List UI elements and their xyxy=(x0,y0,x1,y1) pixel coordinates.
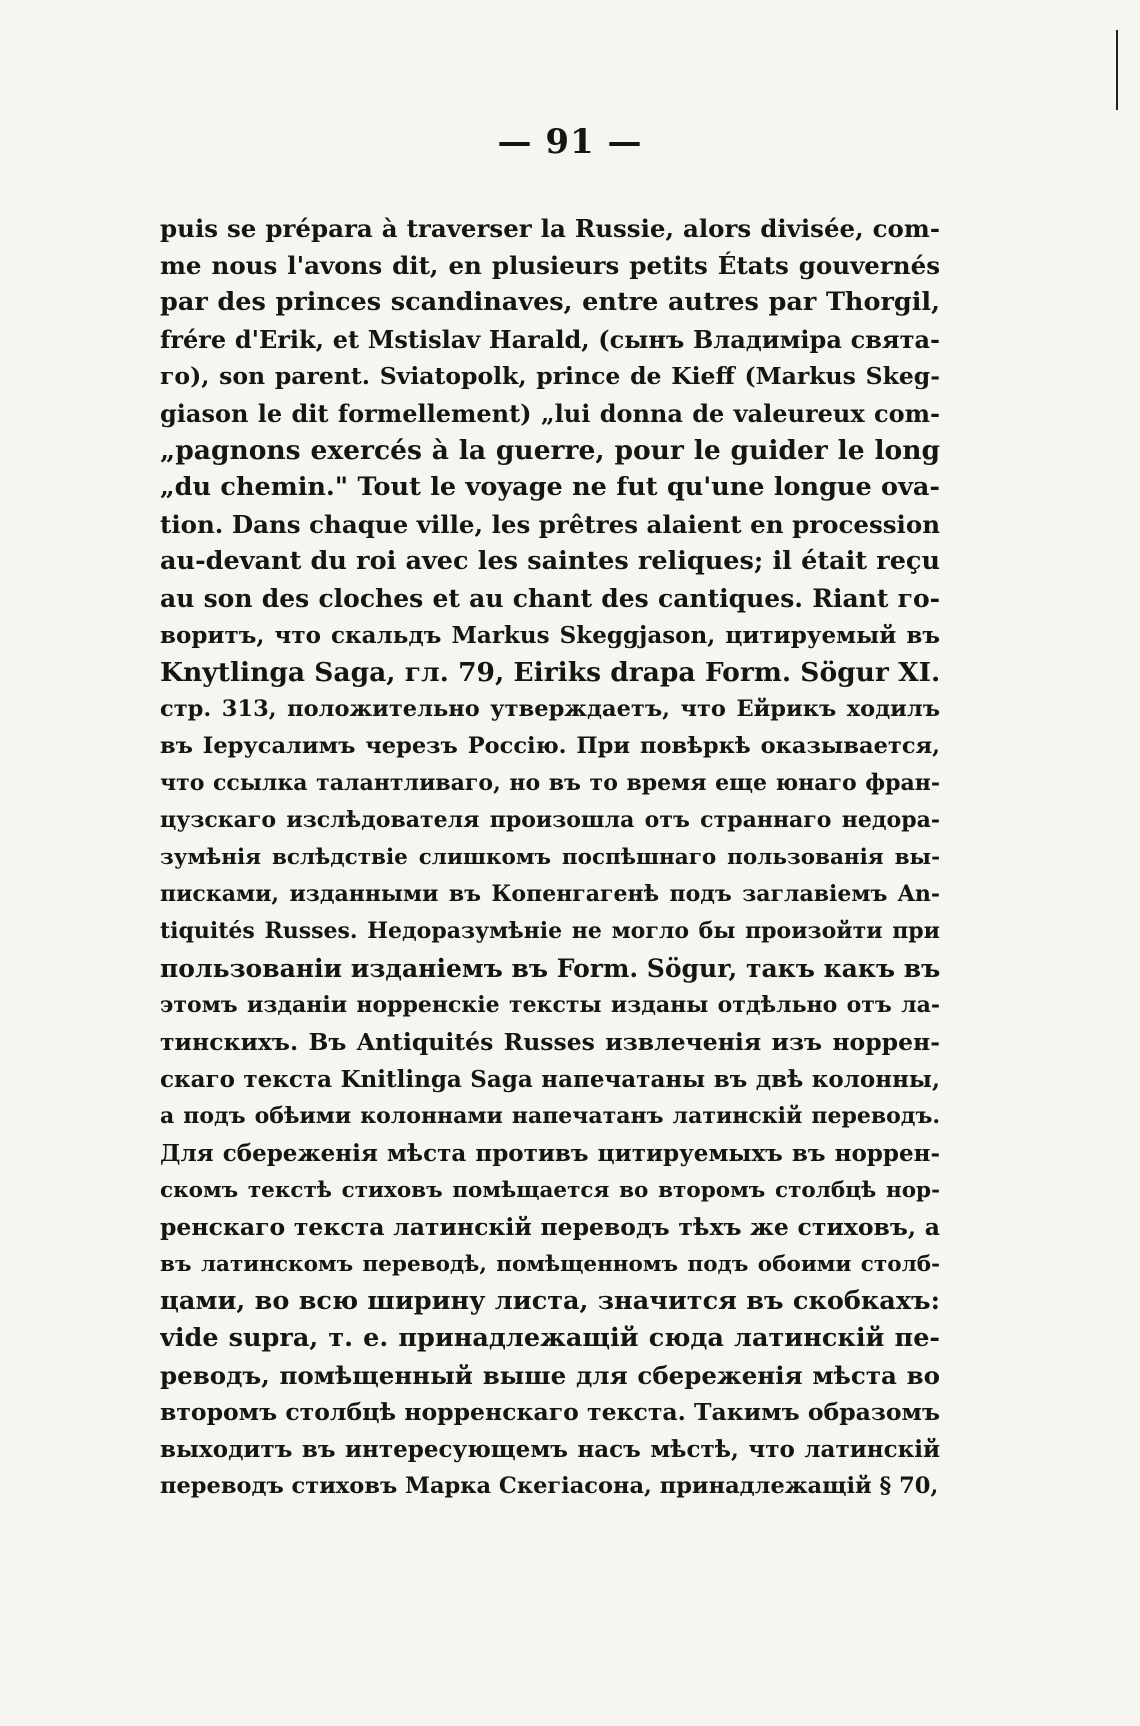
text-line: tion. Dans chaque ville, les prêtres alaient en procession xyxy=(160,510,940,539)
text-line: го), son parent. Sviatopolk, prince de Kieff (Markus Skeg- xyxy=(160,362,940,390)
text-line: „du chemin." Tout le voyage ne fut qu'une longue ova- xyxy=(160,472,940,502)
text-line: „pagnons exercés à la guerre, pour le guider le long xyxy=(160,435,940,466)
text-line: vide supra, т. е. принадлежащій сюда латинскій пе- xyxy=(160,1323,940,1353)
text-line: скаго текста Knitlinga Saga напечатаны въ двѣ колонны, xyxy=(160,1066,940,1093)
body-text xyxy=(160,210,940,1505)
text-line: par des princes scandinaves, entre autres par Thorgil, xyxy=(160,287,940,317)
text-line: ренскаго текста латинскій переводъ тѣхъ же стиховъ, а xyxy=(160,1213,940,1241)
text-line: а подъ обѣими колоннами напечатанъ латинскій переводъ. xyxy=(160,1103,940,1129)
text-line: писками, изданными въ Копенгагенѣ подъ заглавіемъ An- xyxy=(160,881,940,907)
text-line: выходитъ въ интересующемъ насъ мѣстѣ, что латинскій xyxy=(160,1436,940,1463)
page-number: — 91 — xyxy=(497,122,643,162)
text-line: пользованіи изданіемъ въ Form. Sögur, такъ какъ въ xyxy=(160,954,940,983)
text-line: тинскихъ. Въ Antiquités Russes извлеченія изъ норрен- xyxy=(160,1028,940,1056)
text-line: tiquités Russes. Недоразумѣніе не могло бы произойти при xyxy=(160,918,940,944)
text-line: стр. 313, положительно утверждаетъ, что Eйрикъ ходилъ xyxy=(160,696,940,722)
text-line: второмъ столбцѣ норренскаго текста. Такимъ образомъ xyxy=(160,1398,940,1426)
text-line: Для сбереженія мѣста противъ цитируемыхъ въ норрен- xyxy=(160,1140,940,1167)
text-line: переводъ стиховъ Марка Скегіасона, принадлежащій § 70, xyxy=(160,1473,939,1499)
text-line: au son des cloches et au chant des cantiques. Riant го- xyxy=(160,584,940,613)
text-line: цузскаго изслѣдователя произошла отъ страннаго недора- xyxy=(160,807,940,833)
text-line: frére d'Erik, et Mstislav Harald, (сынъ Владиміра свята- xyxy=(160,325,940,354)
text-line: въ латинскомъ переводѣ, помѣщенномъ подъ обоими столб- xyxy=(160,1252,940,1277)
text-line: въ Іерусалимъ черезъ Россію. При повѣркѣ оказывается, xyxy=(160,733,940,759)
text-line: воритъ, что скальдъ Markus Skeggjason, цитируемый въ xyxy=(160,622,940,649)
text-line: этомъ изданіи норренскіе тексты изданы отдѣльно отъ ла- xyxy=(160,992,940,1018)
text-line: puis se prépara à traverser la Russie, alors divisée, com- xyxy=(160,214,940,243)
text-line: реводъ, помѣщенный выше для сбереженія мѣста во xyxy=(160,1361,940,1390)
text-line: зумѣнія вслѣдствіе слишкомъ поспѣшнаго пользованія вы- xyxy=(160,845,940,870)
text-line: скомъ текстѣ стиховъ помѣщается во второмъ столбцѣ нор- xyxy=(160,1178,940,1203)
text-line: me nous l'avons dit, en plusieurs petits États gouvernés xyxy=(160,251,940,280)
margin-rule xyxy=(1116,30,1118,110)
text-line: au-devant du roi avec les saintes reliques; il était reçu xyxy=(160,546,940,576)
text-line: giason le dit formellement) „lui donna de valeureux com- xyxy=(160,399,940,428)
text-line: цами, во всю ширину листа, значится въ скобкахъ: xyxy=(160,1286,940,1316)
text-line: что ссылка талантливаго, но въ то время еще юнаго фран- xyxy=(160,770,940,796)
text-line: Knytlinga Saga, гл. 79, Eiriks drapa Form. Sögur XI. xyxy=(160,657,940,688)
